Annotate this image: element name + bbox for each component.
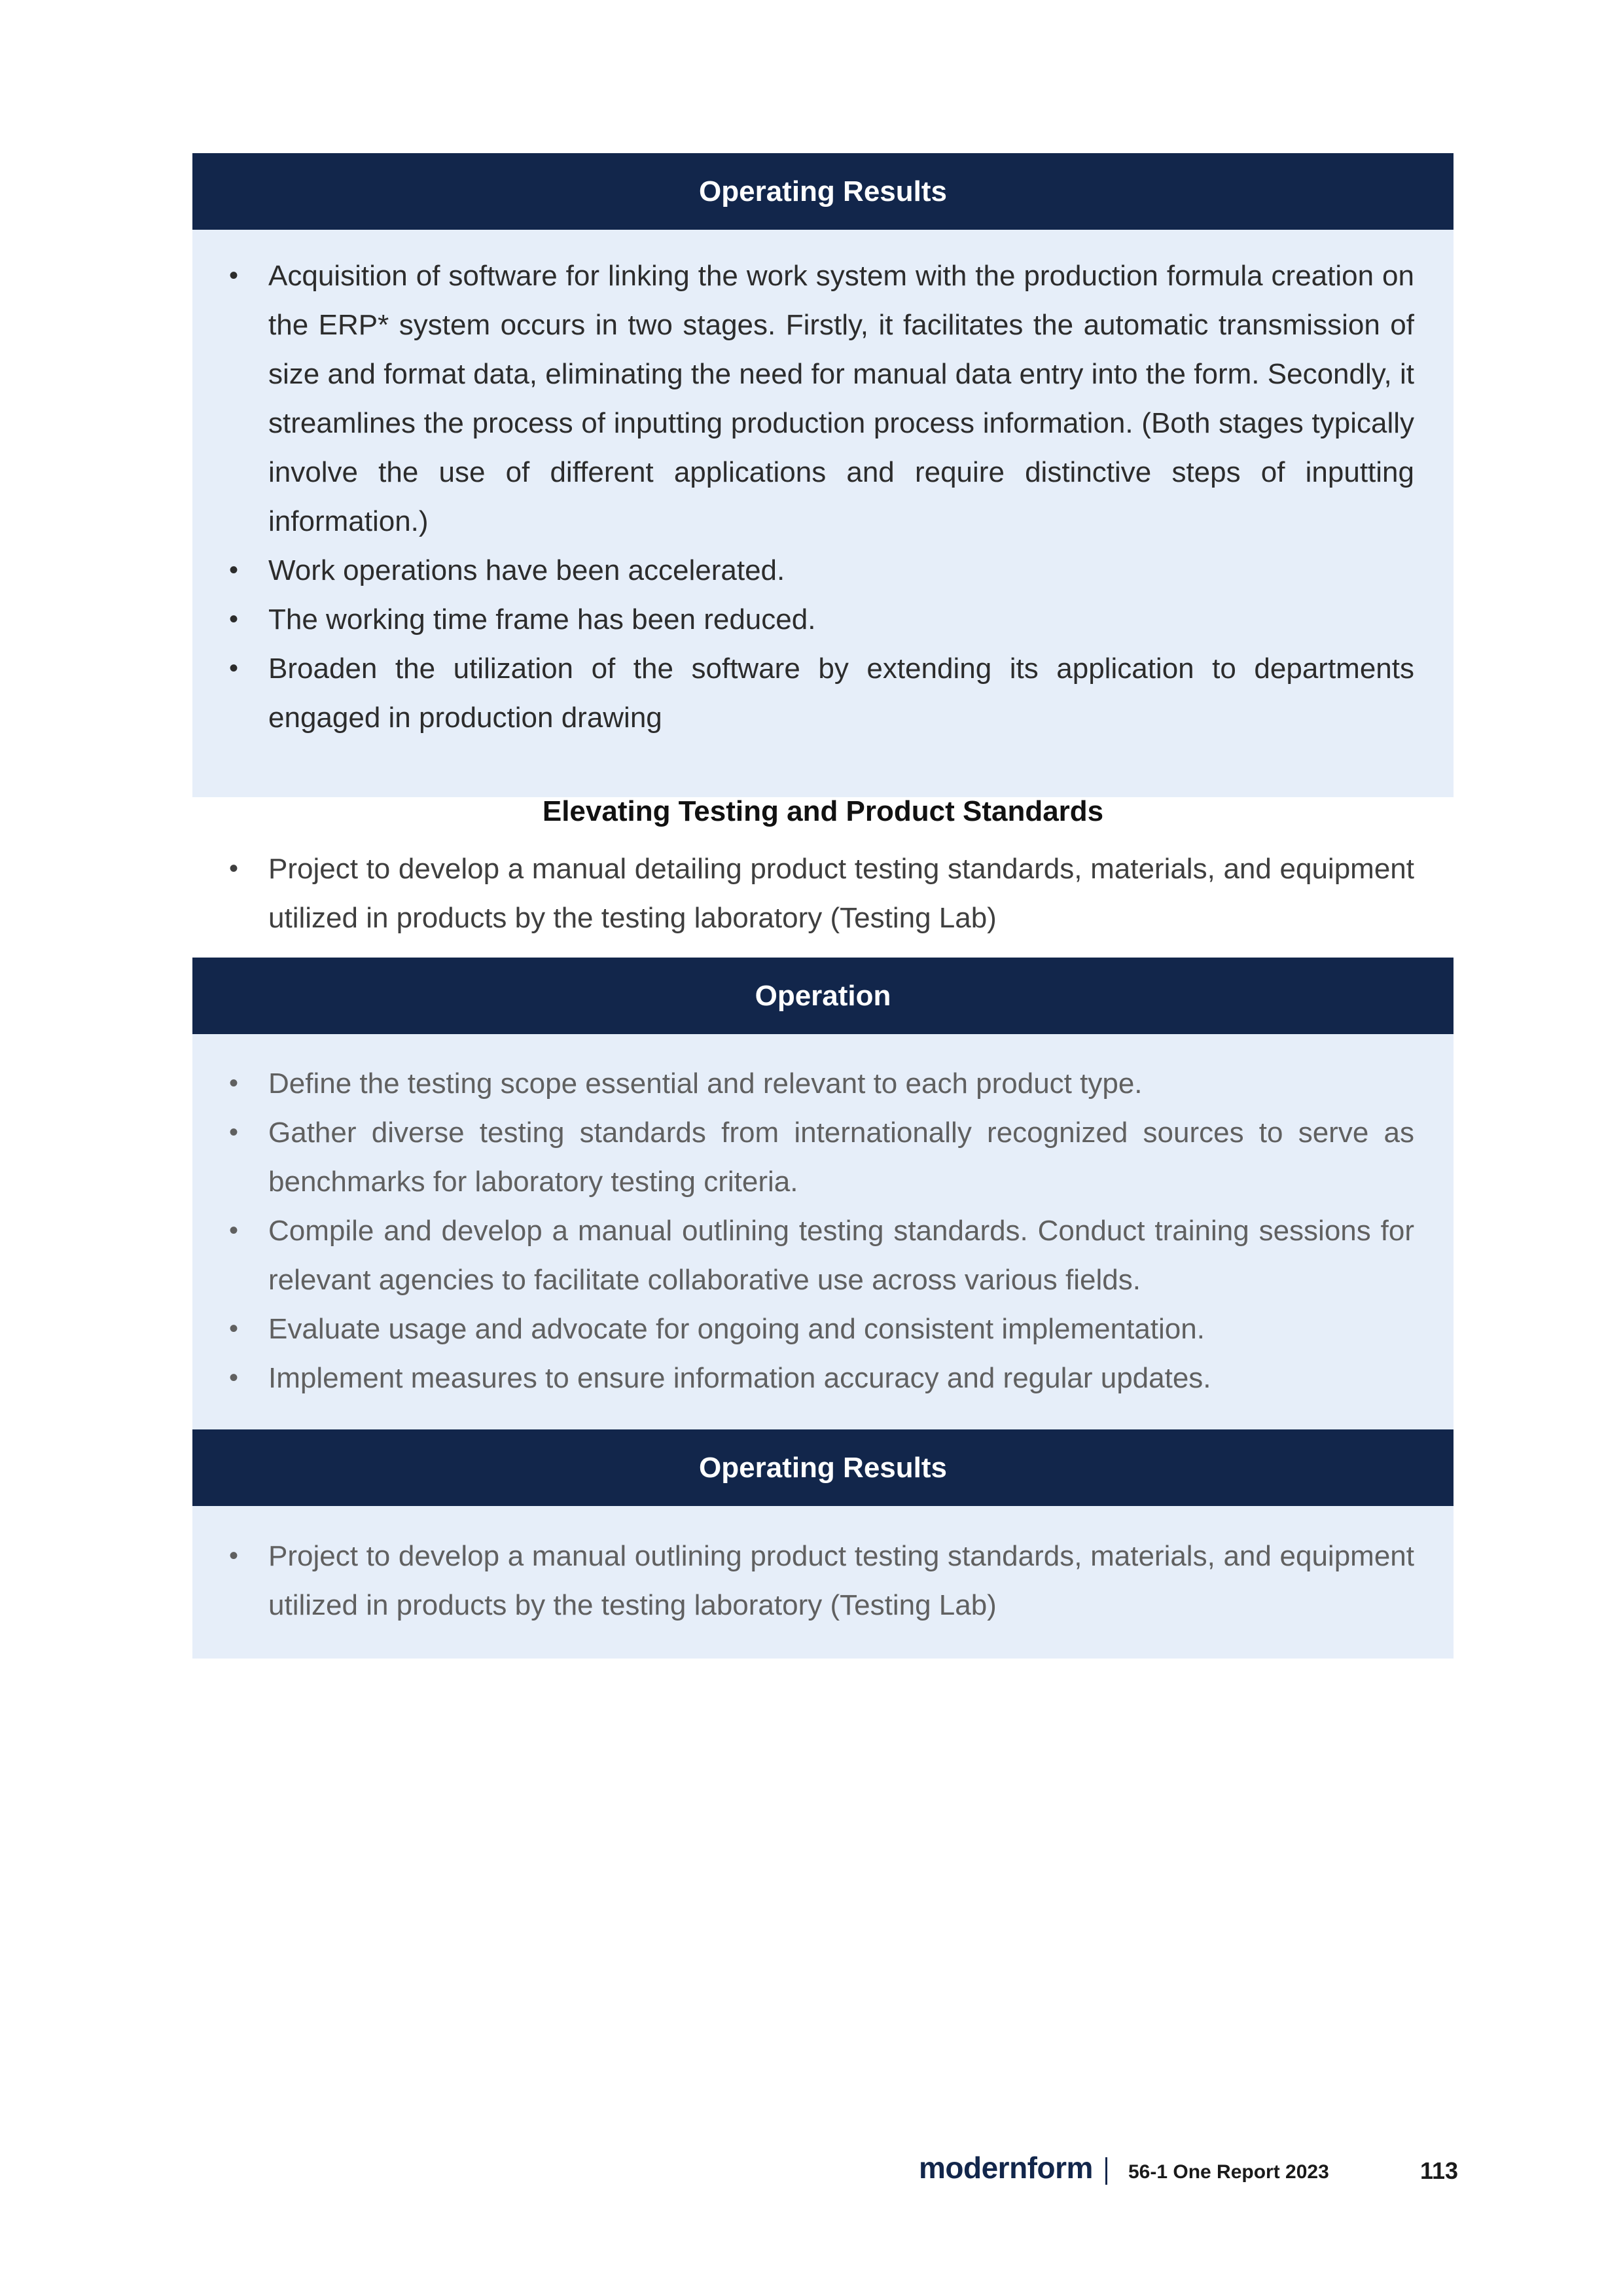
bullet-icon: • bbox=[229, 1216, 239, 1245]
list-item-text: Work operations have been accelerated. bbox=[268, 554, 785, 586]
list-item-text: Evaluate usage and advocate for ongoing and consistent implementation. bbox=[268, 1313, 1205, 1345]
operating-results-section-1 bbox=[192, 153, 1454, 797]
list-item bbox=[192, 595, 1454, 644]
list-item bbox=[192, 844, 1454, 942]
list-item-text: Broaden the utilization of the software by extending its application to departments engaged in production drawing bbox=[268, 653, 1414, 734]
list-item-text: Compile and develop a manual outlining testing standards. Conduct training sessions for relevant agencies to facilitate collaborative use across various fields. bbox=[268, 1215, 1414, 1296]
list-item bbox=[192, 1206, 1454, 1304]
bullet-icon: • bbox=[229, 1118, 239, 1147]
bullet-icon: • bbox=[229, 1541, 239, 1570]
list-item-text: Acquisition of software for linking the work system with the production formula creation on the ERP* system occurs in two stages. Firstly, it facilitates the automatic transmission of size and format data, eliminating the need for manual data entry into the form. Secondly, it streamlines the process of inputting production process information. (Both stages typically involve the use of different applications and require distinctive steps of inputting information.) bbox=[268, 260, 1414, 537]
list-item bbox=[192, 1304, 1454, 1354]
list-item bbox=[192, 1354, 1454, 1403]
section-body bbox=[192, 1034, 1454, 1429]
page-number: 113 bbox=[1420, 2157, 1459, 2184]
list-item-text: The working time frame has been reduced. bbox=[268, 603, 816, 636]
report-title: 56-1 One Report 2023 bbox=[1128, 2161, 1329, 2183]
section-header: Operating Results bbox=[192, 153, 1454, 230]
footer-divider bbox=[1105, 2157, 1107, 2185]
bullet-icon: • bbox=[229, 1069, 239, 1098]
section-body bbox=[192, 1506, 1454, 1659]
list-item-text: Define the testing scope essential and relevant to each product type. bbox=[268, 1067, 1143, 1100]
bullet-icon: • bbox=[229, 261, 239, 290]
bullet-icon: • bbox=[229, 1314, 239, 1343]
bullet-list bbox=[192, 1532, 1454, 1630]
bullet-icon: • bbox=[229, 854, 239, 883]
bullet-list bbox=[192, 844, 1454, 942]
testing-standards-intro bbox=[192, 844, 1454, 942]
company-logo: modernform bbox=[919, 2151, 1093, 2185]
list-item-text: Implement measures to ensure information accuracy and regular updates. bbox=[268, 1362, 1211, 1394]
list-item bbox=[192, 251, 1454, 546]
operating-results-section-2 bbox=[192, 1429, 1454, 1659]
list-item bbox=[192, 1532, 1454, 1630]
list-item bbox=[192, 1108, 1454, 1206]
section-body bbox=[192, 230, 1454, 797]
bullet-list bbox=[192, 1059, 1454, 1403]
section-title: Elevating Testing and Product Standards bbox=[542, 795, 1104, 827]
list-item-text: Gather diverse testing standards from internationally recognized sources to serve as benchmarks for laboratory testing criteria. bbox=[268, 1117, 1414, 1198]
operation-section bbox=[192, 958, 1454, 1429]
section-header: Operation bbox=[192, 958, 1454, 1034]
section-header: Operating Results bbox=[192, 1429, 1454, 1506]
list-item-text: Project to develop a manual outlining product testing standards, materials, and equipment utilized in products by the testing laboratory (Testing Lab) bbox=[268, 1540, 1414, 1621]
list-item bbox=[192, 644, 1454, 742]
bullet-list bbox=[192, 251, 1454, 742]
list-item bbox=[192, 1059, 1454, 1108]
bullet-icon: • bbox=[229, 605, 239, 634]
list-item bbox=[192, 546, 1454, 595]
bullet-icon: • bbox=[229, 556, 239, 584]
bullet-icon: • bbox=[229, 654, 239, 683]
list-item-text: Project to develop a manual detailing product testing standards, materials, and equipment utilized in products by the testing laboratory (Testing Lab) bbox=[268, 853, 1414, 934]
bullet-icon: • bbox=[229, 1363, 239, 1392]
